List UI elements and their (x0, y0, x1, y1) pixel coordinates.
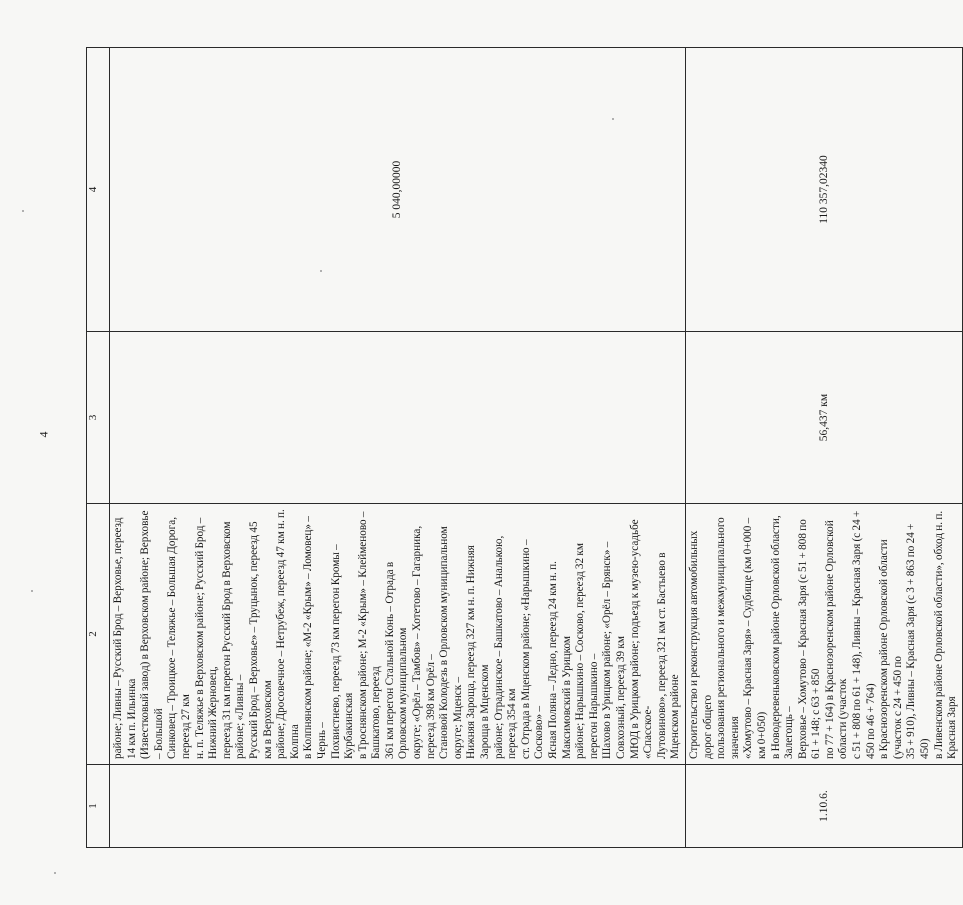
text-line: н. п. Теляжье в Верховском районе; Русский Брод – Нижний Жерновец, (193, 517, 220, 759)
text-line: в Новодеревеньковском районе Орловской области, Залегощь – (769, 515, 796, 759)
description-cell (110, 504, 686, 765)
text-line: Синковец – Троицкое – Теляжье – Большая Дорога, переезд 27 км (166, 517, 192, 759)
text-line: округе; «Орёл – Тамбов» – Хотетово – Гагарника, переезд 398 км Орёл – (411, 525, 437, 759)
row-number: 1.10.6. (685, 765, 962, 848)
text-line: (Известковый завод) в Верховском районе; Верховье – Большой (139, 510, 165, 759)
text-line: в Колпнянском районе; «М-2 «Крым» – Ломовец» – Чернь – (302, 516, 328, 759)
text-line: Строительство и реконструкция автомобильных дорог общего (687, 530, 714, 759)
text-line: Нижняя Зароща, переезд 327 км н. п. Нижняя Зароща в Мценском (465, 545, 492, 759)
scan-speck (31, 590, 33, 592)
description-cell (685, 504, 962, 765)
text-line: «Хомутово – Красная Заря» – Судбище (км 0+000 – км 0+050) (742, 517, 768, 759)
text-line: МЮД в Урицком районе; подъезд к музею-усадьбе «Спасское- (628, 519, 655, 759)
text-line: Становой Колодезь в Орловском муниципальном округе; Мценск – (438, 526, 464, 759)
text-line: ст. Отрада в Мценском районе; «Нарышкино – Сосково» – (519, 539, 546, 759)
text-line: переезд 31 км перегон Русский Брод в Верховском районе; «Ливны – (220, 521, 247, 759)
text-line: в Краснозоренском районе Орловской области (участок с 24 + 450 по (878, 539, 904, 759)
text-line: районе; Дросовечное – Нетрубеж, переезд 47 км н. п. Колпна (275, 509, 301, 759)
text-line: в Ливенском районе Орловской области», обход н. п. Красная Заря (932, 510, 959, 759)
text-line: Шахово в Урицком районе; «Орёл – Брянск» – Совхозный, переезд 39 км (601, 541, 627, 759)
scan-speck (54, 872, 56, 874)
description-text (110, 504, 685, 764)
header-cell: 1 (87, 765, 110, 848)
description-text (686, 504, 962, 764)
header-cell: 4 (87, 48, 110, 332)
text-line: районе; Отрадинское – Башкатово – Аналькою, переезд 354 км (492, 535, 519, 759)
text-line: районе; Ливны – Русский Брод – Верховье, переезд 14 км п. Ильинка (112, 517, 138, 759)
text-line: с 51 + 808 по 61 + 148), Ливны – Красная Заря (с 24 + 450 по 46 + 764) (851, 510, 877, 759)
table-header-row (87, 48, 110, 848)
page-number: 4 (36, 431, 51, 438)
length-cell (110, 332, 686, 504)
text-line: районе; Нарышкино – Сосково, переезд 32 км перегон Нарышкино – (574, 543, 600, 759)
text-line: пользования регионального и межмуниципального значения (715, 517, 741, 759)
text-line: 35 + 910), Ливны – Красная Заря (с 3 + 863 по 24 + 450) (905, 523, 932, 759)
length-cell: 56,437 км (685, 332, 962, 504)
rotated-table-container (86, 48, 959, 848)
program-table (86, 47, 963, 848)
table-row (110, 48, 686, 848)
text-line: в Троснянском районе; М-2 «Крым» – Клейменово – Башкатово, переезд (356, 511, 383, 759)
text-line: Русский Брод – Верховье» – Труцынок, переезд 45 км в Верховском (247, 521, 274, 759)
amount-cell: 110 357,02340 (685, 48, 962, 332)
header-cell: 3 (87, 332, 110, 504)
text-line: Ясная Поляна – Ледно, переезд 24 км н. п. Максимовский в Урицком (547, 561, 573, 759)
table-row (685, 48, 962, 848)
scan-speck (22, 210, 24, 212)
header-cell: 2 (87, 504, 110, 765)
text-line: Похвистнево, переезд 73 км перегон Кромы – Курбакинская (329, 544, 356, 759)
text-line: Лутовиново», переезд 321 км ст. Бастыево в Мценском районе (655, 552, 682, 759)
amount-cell: 5 040,00000 (110, 48, 686, 332)
text-line: Верховье – Хомутово – Красная Заря (с 51 + 808 по 61 + 148; с 63 + 850 (796, 519, 823, 759)
row-number (110, 765, 686, 848)
text-line: по 77 + 164) в Краснозоренском районе Орловской области (участок (823, 520, 850, 759)
text-line: 361 км перегон Стальной Конь – Отрада в Орловском муниципальном (383, 561, 410, 759)
